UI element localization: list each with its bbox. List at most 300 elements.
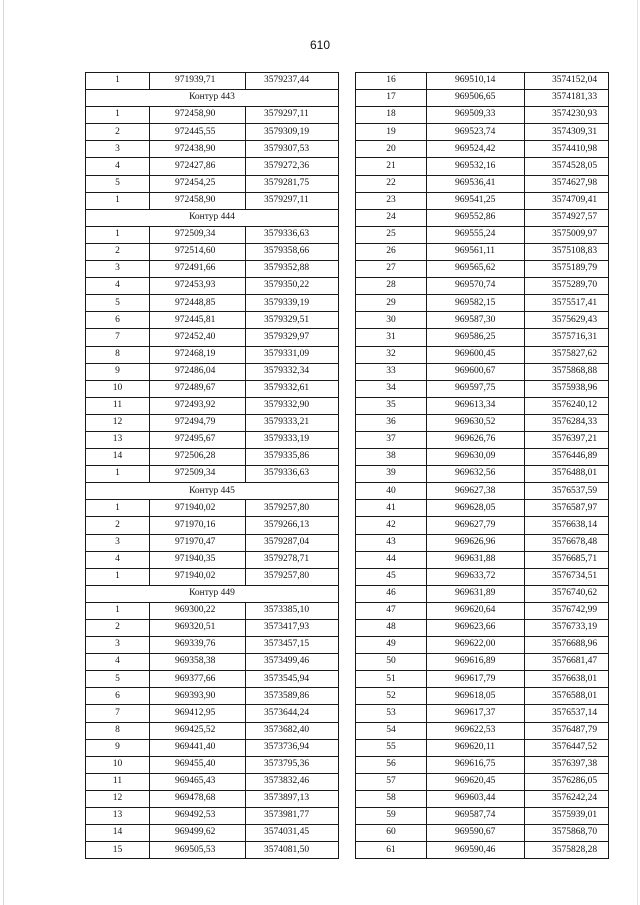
point-number-cell: 17 bbox=[356, 90, 427, 107]
table-row bbox=[356, 226, 609, 243]
point-number-cell: 30 bbox=[356, 312, 427, 329]
point-number-cell: 3 bbox=[86, 637, 150, 654]
y-coordinate-cell: 3579339,19 bbox=[246, 295, 339, 312]
point-number-cell: 16 bbox=[356, 73, 427, 90]
x-coordinate-cell: 972458,90 bbox=[150, 107, 246, 124]
y-coordinate-cell: 3575939,01 bbox=[525, 808, 609, 825]
y-coordinate-cell: 3579309,19 bbox=[246, 124, 339, 141]
table-row bbox=[356, 141, 609, 158]
point-number-cell: 55 bbox=[356, 739, 427, 756]
y-coordinate-cell: 3573981,77 bbox=[246, 808, 339, 825]
point-number-cell: 28 bbox=[356, 278, 427, 295]
point-number-cell: 2 bbox=[86, 124, 150, 141]
x-coordinate-cell: 969541,25 bbox=[427, 192, 525, 209]
y-coordinate-cell: 3579297,11 bbox=[246, 192, 339, 209]
x-coordinate-cell: 969524,42 bbox=[427, 141, 525, 158]
point-number-cell: 1 bbox=[86, 73, 150, 90]
y-coordinate-cell: 3579332,90 bbox=[246, 397, 339, 414]
x-coordinate-cell: 969626,96 bbox=[427, 534, 525, 551]
x-coordinate-cell: 972509,34 bbox=[150, 226, 246, 243]
point-number-cell: 38 bbox=[356, 449, 427, 466]
x-coordinate-cell: 972445,81 bbox=[150, 312, 246, 329]
point-number-cell: 29 bbox=[356, 295, 427, 312]
y-coordinate-cell: 3579352,88 bbox=[246, 261, 339, 278]
point-number-cell: 15 bbox=[86, 842, 150, 859]
point-number-cell: 2 bbox=[86, 243, 150, 260]
x-coordinate-cell: 969616,75 bbox=[427, 756, 525, 773]
point-number-cell: 45 bbox=[356, 568, 427, 585]
table-row bbox=[356, 380, 609, 397]
point-number-cell: 40 bbox=[356, 483, 427, 500]
table-row bbox=[356, 568, 609, 585]
y-coordinate-cell: 3573545,94 bbox=[246, 671, 339, 688]
table-row bbox=[356, 756, 609, 773]
section-row bbox=[86, 209, 339, 226]
point-number-cell: 50 bbox=[356, 654, 427, 671]
table-row bbox=[86, 551, 339, 568]
y-coordinate-cell: 3576487,79 bbox=[525, 722, 609, 739]
point-number-cell: 1 bbox=[86, 107, 150, 124]
point-number-cell: 4 bbox=[86, 158, 150, 175]
x-coordinate-cell: 972495,67 bbox=[150, 431, 246, 448]
table-row bbox=[356, 329, 609, 346]
x-coordinate-cell: 969499,62 bbox=[150, 825, 246, 842]
x-coordinate-cell: 969510,14 bbox=[427, 73, 525, 90]
table-row bbox=[356, 414, 609, 431]
table-row bbox=[86, 773, 339, 790]
x-coordinate-cell: 971940,02 bbox=[150, 500, 246, 517]
table-row bbox=[86, 380, 339, 397]
point-number-cell: 12 bbox=[86, 790, 150, 807]
table-row bbox=[86, 397, 339, 414]
table-row bbox=[356, 466, 609, 483]
x-coordinate-cell: 969523,74 bbox=[427, 124, 525, 141]
point-number-cell: 20 bbox=[356, 141, 427, 158]
y-coordinate-cell: 3573457,15 bbox=[246, 637, 339, 654]
x-coordinate-cell: 972427,86 bbox=[150, 158, 246, 175]
table-row bbox=[356, 620, 609, 637]
y-coordinate-cell: 3574627,98 bbox=[525, 175, 609, 192]
table-row bbox=[86, 654, 339, 671]
x-coordinate-cell: 969455,40 bbox=[150, 756, 246, 773]
x-coordinate-cell: 969582,15 bbox=[427, 295, 525, 312]
table-row bbox=[86, 243, 339, 260]
point-number-cell: 6 bbox=[86, 688, 150, 705]
point-number-cell: 11 bbox=[86, 773, 150, 790]
table-row bbox=[86, 790, 339, 807]
y-coordinate-cell: 3575108,83 bbox=[525, 243, 609, 260]
point-number-cell: 47 bbox=[356, 602, 427, 619]
point-number-cell: 43 bbox=[356, 534, 427, 551]
point-number-cell: 5 bbox=[86, 175, 150, 192]
table-row bbox=[86, 431, 339, 448]
x-coordinate-cell: 969587,30 bbox=[427, 312, 525, 329]
x-coordinate-cell: 971970,47 bbox=[150, 534, 246, 551]
point-number-cell: 39 bbox=[356, 466, 427, 483]
table-row bbox=[86, 124, 339, 141]
point-number-cell: 7 bbox=[86, 329, 150, 346]
table-row bbox=[356, 722, 609, 739]
y-coordinate-cell: 3576681,47 bbox=[525, 654, 609, 671]
point-number-cell: 1 bbox=[86, 192, 150, 209]
x-coordinate-cell: 969627,38 bbox=[427, 483, 525, 500]
point-number-cell: 4 bbox=[86, 654, 150, 671]
point-number-cell: 32 bbox=[356, 346, 427, 363]
table-row bbox=[86, 842, 339, 859]
x-coordinate-cell: 969622,00 bbox=[427, 637, 525, 654]
point-number-cell: 3 bbox=[86, 261, 150, 278]
table-row bbox=[86, 192, 339, 209]
x-coordinate-cell: 969377,66 bbox=[150, 671, 246, 688]
table-row bbox=[356, 825, 609, 842]
point-number-cell: 4 bbox=[86, 551, 150, 568]
point-number-cell: 46 bbox=[356, 585, 427, 602]
table-row bbox=[86, 414, 339, 431]
x-coordinate-cell: 969632,56 bbox=[427, 466, 525, 483]
y-coordinate-cell: 3576678,48 bbox=[525, 534, 609, 551]
x-coordinate-cell: 972454,25 bbox=[150, 175, 246, 192]
x-coordinate-cell: 972491,66 bbox=[150, 261, 246, 278]
table-row bbox=[86, 637, 339, 654]
table-row bbox=[356, 602, 609, 619]
section-title: Контур 443 bbox=[86, 90, 339, 107]
x-coordinate-cell: 972514,60 bbox=[150, 243, 246, 260]
y-coordinate-cell: 3575189,79 bbox=[525, 261, 609, 278]
y-coordinate-cell: 3575827,62 bbox=[525, 346, 609, 363]
y-coordinate-cell: 3575716,31 bbox=[525, 329, 609, 346]
y-coordinate-cell: 3573832,46 bbox=[246, 773, 339, 790]
table-row bbox=[356, 363, 609, 380]
point-number-cell: 13 bbox=[86, 431, 150, 448]
y-coordinate-cell: 3575009,97 bbox=[525, 226, 609, 243]
x-coordinate-cell: 972438,90 bbox=[150, 141, 246, 158]
point-number-cell: 23 bbox=[356, 192, 427, 209]
y-coordinate-cell: 3576286,05 bbox=[525, 773, 609, 790]
table-row bbox=[86, 175, 339, 192]
y-coordinate-cell: 3579350,22 bbox=[246, 278, 339, 295]
x-coordinate-cell: 969617,37 bbox=[427, 705, 525, 722]
x-coordinate-cell: 972489,67 bbox=[150, 380, 246, 397]
section-title: Контур 444 bbox=[86, 209, 339, 226]
y-coordinate-cell: 3576733,19 bbox=[525, 620, 609, 637]
y-coordinate-cell: 3576742,99 bbox=[525, 602, 609, 619]
section-row bbox=[86, 483, 339, 500]
y-coordinate-cell: 3575868,88 bbox=[525, 363, 609, 380]
point-number-cell: 41 bbox=[356, 500, 427, 517]
table-row bbox=[356, 192, 609, 209]
table-row bbox=[86, 688, 339, 705]
y-coordinate-cell: 3573385,10 bbox=[246, 602, 339, 619]
x-coordinate-cell: 969425,52 bbox=[150, 722, 246, 739]
y-coordinate-cell: 3573795,36 bbox=[246, 756, 339, 773]
point-number-cell: 8 bbox=[86, 722, 150, 739]
x-coordinate-cell: 972452,40 bbox=[150, 329, 246, 346]
table-row bbox=[356, 346, 609, 363]
table-row bbox=[86, 312, 339, 329]
table-row bbox=[356, 637, 609, 654]
y-coordinate-cell: 3576638,01 bbox=[525, 671, 609, 688]
y-coordinate-cell: 3579257,80 bbox=[246, 568, 339, 585]
point-number-cell: 1 bbox=[86, 568, 150, 585]
table-row bbox=[86, 534, 339, 551]
x-coordinate-cell: 969631,88 bbox=[427, 551, 525, 568]
table-row bbox=[86, 329, 339, 346]
table-row bbox=[356, 73, 609, 90]
x-coordinate-cell: 969565,62 bbox=[427, 261, 525, 278]
table-row bbox=[356, 243, 609, 260]
section-row bbox=[86, 90, 339, 107]
y-coordinate-cell: 3579281,75 bbox=[246, 175, 339, 192]
x-coordinate-cell: 969630,09 bbox=[427, 449, 525, 466]
y-coordinate-cell: 3579329,51 bbox=[246, 312, 339, 329]
point-number-cell: 51 bbox=[356, 671, 427, 688]
point-number-cell: 2 bbox=[86, 620, 150, 637]
y-coordinate-cell: 3576446,89 bbox=[525, 449, 609, 466]
x-coordinate-cell: 969620,11 bbox=[427, 739, 525, 756]
point-number-cell: 56 bbox=[356, 756, 427, 773]
table-row bbox=[86, 278, 339, 295]
table-row bbox=[86, 825, 339, 842]
x-coordinate-cell: 969492,53 bbox=[150, 808, 246, 825]
table-row bbox=[356, 808, 609, 825]
y-coordinate-cell: 3579329,97 bbox=[246, 329, 339, 346]
y-coordinate-cell: 3575828,28 bbox=[525, 842, 609, 859]
y-coordinate-cell: 3579332,61 bbox=[246, 380, 339, 397]
y-coordinate-cell: 3576588,01 bbox=[525, 688, 609, 705]
table-row bbox=[86, 449, 339, 466]
point-number-cell: 26 bbox=[356, 243, 427, 260]
x-coordinate-cell: 969618,05 bbox=[427, 688, 525, 705]
y-coordinate-cell: 3576488,01 bbox=[525, 466, 609, 483]
y-coordinate-cell: 3575868,70 bbox=[525, 825, 609, 842]
x-coordinate-cell: 969441,40 bbox=[150, 739, 246, 756]
x-coordinate-cell: 969587,74 bbox=[427, 808, 525, 825]
table-row bbox=[356, 773, 609, 790]
x-coordinate-cell: 971939,71 bbox=[150, 73, 246, 90]
x-coordinate-cell: 972468,19 bbox=[150, 346, 246, 363]
x-coordinate-cell: 969622,53 bbox=[427, 722, 525, 739]
table-row bbox=[86, 739, 339, 756]
point-number-cell: 36 bbox=[356, 414, 427, 431]
table-row bbox=[356, 278, 609, 295]
x-coordinate-cell: 969320,51 bbox=[150, 620, 246, 637]
y-coordinate-cell: 3579336,63 bbox=[246, 226, 339, 243]
table-row bbox=[86, 107, 339, 124]
x-coordinate-cell: 972506,28 bbox=[150, 449, 246, 466]
y-coordinate-cell: 3576537,14 bbox=[525, 705, 609, 722]
y-coordinate-cell: 3576284,33 bbox=[525, 414, 609, 431]
y-coordinate-cell: 3576397,21 bbox=[525, 431, 609, 448]
table-row bbox=[356, 517, 609, 534]
point-number-cell: 52 bbox=[356, 688, 427, 705]
point-number-cell: 34 bbox=[356, 380, 427, 397]
point-number-cell: 19 bbox=[356, 124, 427, 141]
point-number-cell: 21 bbox=[356, 158, 427, 175]
table-row bbox=[86, 73, 339, 90]
table-row bbox=[356, 585, 609, 602]
y-coordinate-cell: 3574152,04 bbox=[525, 73, 609, 90]
y-coordinate-cell: 3579336,63 bbox=[246, 466, 339, 483]
table-row bbox=[356, 449, 609, 466]
table-row bbox=[356, 90, 609, 107]
y-coordinate-cell: 3579297,11 bbox=[246, 107, 339, 124]
scan-edge-right bbox=[637, 0, 638, 905]
point-number-cell: 42 bbox=[356, 517, 427, 534]
y-coordinate-cell: 3576447,52 bbox=[525, 739, 609, 756]
x-coordinate-cell: 969505,53 bbox=[150, 842, 246, 859]
scan-edge-left bbox=[3, 0, 4, 905]
y-coordinate-cell: 3579287,04 bbox=[246, 534, 339, 551]
table-row bbox=[356, 431, 609, 448]
y-coordinate-cell: 3574410,98 bbox=[525, 141, 609, 158]
y-coordinate-cell: 3574709,41 bbox=[525, 192, 609, 209]
x-coordinate-cell: 971970,16 bbox=[150, 517, 246, 534]
x-coordinate-cell: 969627,79 bbox=[427, 517, 525, 534]
y-coordinate-cell: 3573682,40 bbox=[246, 722, 339, 739]
table-row bbox=[356, 705, 609, 722]
x-coordinate-cell: 969393,90 bbox=[150, 688, 246, 705]
y-coordinate-cell: 3574031,45 bbox=[246, 825, 339, 842]
x-coordinate-cell: 969590,46 bbox=[427, 842, 525, 859]
section-title: Контур 449 bbox=[86, 585, 339, 602]
y-coordinate-cell: 3574230,93 bbox=[525, 107, 609, 124]
x-coordinate-cell: 969300,22 bbox=[150, 602, 246, 619]
table-row bbox=[86, 722, 339, 739]
table-row bbox=[86, 500, 339, 517]
x-coordinate-cell: 969555,24 bbox=[427, 226, 525, 243]
x-coordinate-cell: 969623,66 bbox=[427, 620, 525, 637]
y-coordinate-cell: 3579257,80 bbox=[246, 500, 339, 517]
x-coordinate-cell: 969509,33 bbox=[427, 107, 525, 124]
y-coordinate-cell: 3574081,50 bbox=[246, 842, 339, 859]
point-number-cell: 33 bbox=[356, 363, 427, 380]
y-coordinate-cell: 3576537,59 bbox=[525, 483, 609, 500]
x-coordinate-cell: 972494,79 bbox=[150, 414, 246, 431]
point-number-cell: 3 bbox=[86, 534, 150, 551]
section-row bbox=[86, 585, 339, 602]
point-number-cell: 10 bbox=[86, 380, 150, 397]
point-number-cell: 37 bbox=[356, 431, 427, 448]
x-coordinate-cell: 969590,67 bbox=[427, 825, 525, 842]
table-row bbox=[356, 688, 609, 705]
point-number-cell: 35 bbox=[356, 397, 427, 414]
coordinates-table-left bbox=[85, 72, 339, 859]
point-number-cell: 1 bbox=[86, 226, 150, 243]
table-row bbox=[86, 141, 339, 158]
x-coordinate-cell: 969412,95 bbox=[150, 705, 246, 722]
x-coordinate-cell: 969628,05 bbox=[427, 500, 525, 517]
y-coordinate-cell: 3579307,53 bbox=[246, 141, 339, 158]
y-coordinate-cell: 3575289,70 bbox=[525, 278, 609, 295]
point-number-cell: 9 bbox=[86, 739, 150, 756]
y-coordinate-cell: 3573897,13 bbox=[246, 790, 339, 807]
point-number-cell: 2 bbox=[86, 517, 150, 534]
table-row bbox=[356, 397, 609, 414]
table-row bbox=[356, 500, 609, 517]
x-coordinate-cell: 969536,41 bbox=[427, 175, 525, 192]
point-number-cell: 27 bbox=[356, 261, 427, 278]
point-number-cell: 57 bbox=[356, 773, 427, 790]
table-row bbox=[86, 756, 339, 773]
point-number-cell: 59 bbox=[356, 808, 427, 825]
x-coordinate-cell: 969478,68 bbox=[150, 790, 246, 807]
table-row bbox=[86, 226, 339, 243]
point-number-cell: 11 bbox=[86, 397, 150, 414]
table-row bbox=[86, 568, 339, 585]
y-coordinate-cell: 3576734,51 bbox=[525, 568, 609, 585]
point-number-cell: 60 bbox=[356, 825, 427, 842]
y-coordinate-cell: 3579266,13 bbox=[246, 517, 339, 534]
y-coordinate-cell: 3574528,05 bbox=[525, 158, 609, 175]
point-number-cell: 53 bbox=[356, 705, 427, 722]
y-coordinate-cell: 3579358,66 bbox=[246, 243, 339, 260]
point-number-cell: 18 bbox=[356, 107, 427, 124]
point-number-cell: 4 bbox=[86, 278, 150, 295]
x-coordinate-cell: 969603,44 bbox=[427, 790, 525, 807]
x-coordinate-cell: 969600,45 bbox=[427, 346, 525, 363]
table-row bbox=[356, 261, 609, 278]
table-row bbox=[86, 671, 339, 688]
x-coordinate-cell: 971940,35 bbox=[150, 551, 246, 568]
y-coordinate-cell: 3575517,41 bbox=[525, 295, 609, 312]
y-coordinate-cell: 3579272,36 bbox=[246, 158, 339, 175]
table-row bbox=[356, 312, 609, 329]
table-row bbox=[86, 705, 339, 722]
y-coordinate-cell: 3573736,94 bbox=[246, 739, 339, 756]
point-number-cell: 14 bbox=[86, 825, 150, 842]
point-number-cell: 5 bbox=[86, 671, 150, 688]
table-row bbox=[356, 124, 609, 141]
x-coordinate-cell: 972509,34 bbox=[150, 466, 246, 483]
table-row bbox=[356, 175, 609, 192]
point-number-cell: 25 bbox=[356, 226, 427, 243]
point-number-cell: 9 bbox=[86, 363, 150, 380]
point-number-cell: 8 bbox=[86, 346, 150, 363]
table-row bbox=[356, 739, 609, 756]
y-coordinate-cell: 3576587,97 bbox=[525, 500, 609, 517]
x-coordinate-cell: 969561,11 bbox=[427, 243, 525, 260]
y-coordinate-cell: 3574309,31 bbox=[525, 124, 609, 141]
y-coordinate-cell: 3579333,19 bbox=[246, 431, 339, 448]
table-row bbox=[356, 158, 609, 175]
table-row bbox=[86, 602, 339, 619]
x-coordinate-cell: 972458,90 bbox=[150, 192, 246, 209]
x-coordinate-cell: 972453,93 bbox=[150, 278, 246, 295]
point-number-cell: 13 bbox=[86, 808, 150, 825]
y-coordinate-cell: 3576740,62 bbox=[525, 585, 609, 602]
coordinates-table-right bbox=[355, 72, 609, 859]
table-row bbox=[356, 534, 609, 551]
x-coordinate-cell: 969620,45 bbox=[427, 773, 525, 790]
x-coordinate-cell: 969597,75 bbox=[427, 380, 525, 397]
y-coordinate-cell: 3573644,24 bbox=[246, 705, 339, 722]
point-number-cell: 10 bbox=[86, 756, 150, 773]
table-row bbox=[86, 363, 339, 380]
point-number-cell: 24 bbox=[356, 209, 427, 226]
y-coordinate-cell: 3579237,44 bbox=[246, 73, 339, 90]
x-coordinate-cell: 972448,85 bbox=[150, 295, 246, 312]
point-number-cell: 12 bbox=[86, 414, 150, 431]
point-number-cell: 3 bbox=[86, 141, 150, 158]
y-coordinate-cell: 3574181,33 bbox=[525, 90, 609, 107]
table-row bbox=[86, 346, 339, 363]
x-coordinate-cell: 969465,43 bbox=[150, 773, 246, 790]
point-number-cell: 58 bbox=[356, 790, 427, 807]
x-coordinate-cell: 969617,79 bbox=[427, 671, 525, 688]
table-row bbox=[356, 209, 609, 226]
table-row bbox=[356, 790, 609, 807]
table-row bbox=[356, 483, 609, 500]
